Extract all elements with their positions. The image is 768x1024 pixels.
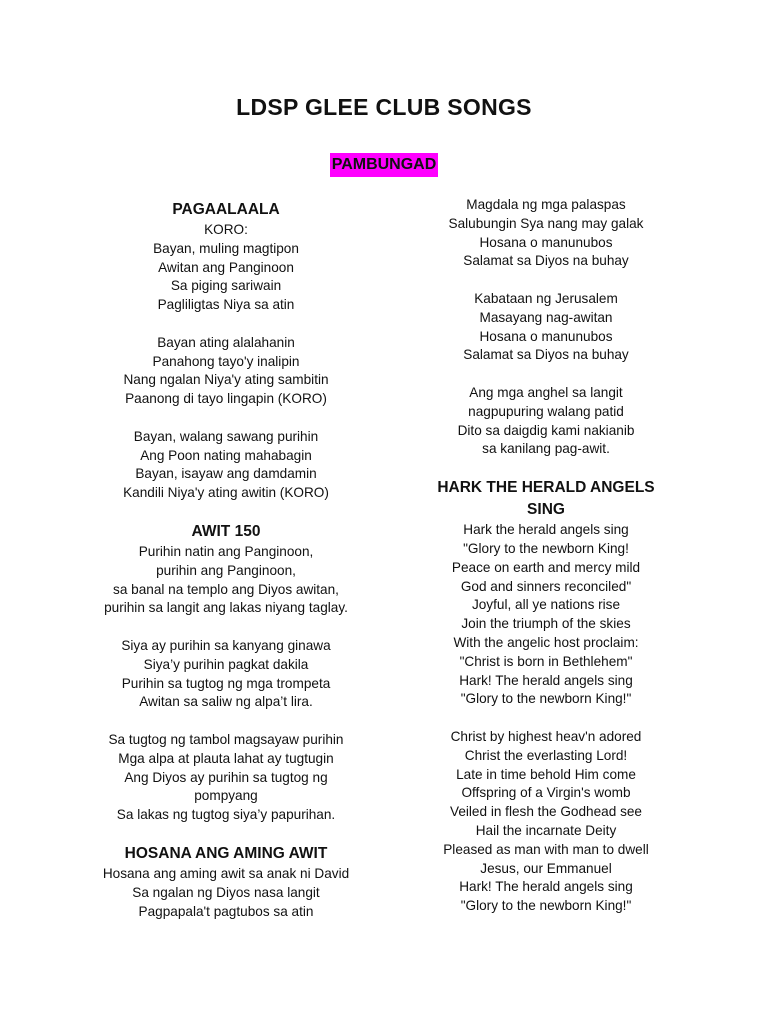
lyric-line: Paanong di tayo lingapin (KORO)	[125, 391, 327, 407]
lyric-line: sa banal na templo ang Diyos awitan,	[113, 581, 339, 597]
stanza	[78, 865, 374, 921]
lyric-line: Nang ngalan Niya'y ating sambitin	[123, 372, 329, 388]
lyric-line: sa kanilang pag-awit.	[482, 441, 610, 457]
lyric-line: Hosana o manunubos	[479, 234, 613, 250]
song-title	[406, 477, 686, 521]
lyric-line: Bayan, isayaw ang damdamin	[135, 466, 317, 482]
lyric-line: purihin sa langit ang lakas niyang taglay.	[104, 600, 348, 616]
song-title: HOSANA ANG AMING AWIT	[124, 844, 328, 862]
lyric-line: KORO:	[204, 222, 248, 237]
stanza	[406, 384, 686, 459]
section-highlight: PAMBUNGAD	[330, 153, 439, 177]
lyric-line: Pleased as man with man to dwell	[443, 841, 649, 857]
song-block	[406, 477, 686, 916]
lyric-line: Sa piging sariwain	[170, 278, 282, 294]
lyric-line: Christ by highest heav'n adored	[450, 728, 642, 744]
song-block	[406, 196, 686, 459]
lyric-line: Peace on earth and mercy mild	[451, 559, 641, 575]
lyric-line: Siya ay purihin sa kanyang ginawa	[121, 637, 331, 653]
lyric-line: Pagliligtas Niya sa atin	[157, 297, 295, 313]
lyric-line: Bayan ating alalahanin	[157, 334, 295, 350]
lyric-line: Hark! The herald angels sing	[459, 672, 633, 688]
lyric-line: With the angelic host proclaim:	[453, 634, 639, 650]
lyric-line: Hark! The herald angels sing	[459, 879, 633, 895]
lyric-line: Ang Diyos ay purihin sa tugtog ng	[124, 769, 328, 785]
document-title: LDSP GLEE CLUB SONGS	[236, 94, 532, 120]
lyric-line: purihin ang Panginoon,	[156, 562, 296, 578]
lyric-line: Masayang nag-awitan	[479, 309, 613, 325]
lyric-line: Salamat sa Diyos na buhay	[463, 253, 629, 269]
stanza	[406, 728, 686, 916]
stanza	[78, 637, 374, 712]
section-label	[0, 153, 768, 177]
lyric-line: God and sinners reconciled"	[460, 578, 632, 594]
lyric-line: Panahong tayo'y inalipin	[152, 353, 300, 369]
lyric-line: Bayan, muling magtipon	[153, 240, 299, 256]
stanza	[78, 543, 374, 618]
stanza	[78, 731, 374, 825]
lyric-line: "Glory to the newborn King!	[463, 540, 629, 556]
lyric-line: Join the triumph of the skies	[461, 616, 631, 632]
lyric-line: Magdala ng mga palaspas	[466, 197, 626, 212]
lyric-line: Kabataan ng Jerusalem	[474, 290, 618, 306]
lyric-line: Ang mga anghel sa langit	[469, 384, 623, 400]
lyric-line: Sa ngalan ng Diyos nasa langit	[132, 884, 320, 900]
lyric-line: Christ the everlasting Lord!	[464, 747, 628, 763]
lyric-line: Dito sa daigdig kami nakianib	[457, 422, 635, 438]
lyric-line: Jesus, our Emmanuel	[480, 860, 612, 876]
song-title-line: HARK THE HERALD ANGELS	[437, 479, 655, 497]
lyric-line: Hark the herald angels sing	[463, 522, 629, 538]
lyric-line: nagpupuring walang patid	[468, 403, 624, 419]
lyric-line: Sa tugtog ng tambol magsayaw purihin	[108, 731, 344, 747]
song-title-line: SING	[527, 501, 565, 519]
stanza	[78, 221, 374, 315]
lyric-line: Bayan, walang sawang purihin	[133, 428, 319, 444]
song-block	[78, 199, 374, 503]
lyric-line: pompyang	[194, 788, 258, 804]
lyric-line: Hosana o manunubos	[479, 328, 613, 344]
stanza	[78, 428, 374, 503]
lyric-line: "Christ is born in Bethlehem"	[459, 653, 633, 669]
lyric-line: "Glory to the newborn King!"	[460, 898, 632, 914]
lyric-line: Awitan ang Panginoon	[158, 259, 294, 275]
lyric-line: Salamat sa Diyos na buhay	[463, 347, 629, 363]
stanza	[406, 290, 686, 365]
lyric-line: Kandili Niya'y ating awitin (KORO)	[123, 485, 329, 501]
stanza	[406, 196, 686, 271]
lyric-line: Joyful, all ye nations rise	[471, 597, 621, 613]
lyric-line: Pagpapala't pagtubos sa atin	[138, 903, 314, 919]
lyric-line: Purihin sa tugtog ng mga trompeta	[121, 675, 331, 691]
song-block	[78, 521, 374, 825]
lyric-line: Late in time behold Him come	[456, 766, 636, 782]
right-column	[406, 196, 686, 916]
lyric-line: Mga alpa at plauta lahat ay tugtugin	[118, 750, 334, 766]
song-title: AWIT 150	[191, 522, 261, 540]
lyric-line: Siya’y purihin pagkat dakila	[143, 656, 309, 672]
lyric-line: Ang Poon nating mahabagin	[140, 447, 312, 463]
lyric-line: Offspring of a Virgin's womb	[461, 785, 631, 801]
lyric-line: Veiled in flesh the Godhead see	[450, 804, 642, 820]
stanza	[406, 521, 686, 709]
lyric-line: Sa lakas ng tugtog siya’y papurihan.	[116, 807, 336, 823]
lyric-line: "Glory to the newborn King!"	[460, 691, 632, 707]
lyric-line: Hail the incarnate Deity	[475, 822, 617, 838]
lyric-line: Salubungin Sya nang may galak	[448, 215, 644, 231]
lyric-line: Purihin natin ang Panginoon,	[138, 543, 314, 559]
left-column	[78, 199, 374, 921]
song-block	[78, 843, 374, 921]
song-title: PAGAALAALA	[172, 201, 280, 218]
lyric-line: Awitan sa saliw ng alpa’t lira.	[139, 694, 313, 710]
stanza	[78, 334, 374, 409]
lyric-line: Hosana ang aming awit sa anak ni David	[102, 865, 350, 881]
